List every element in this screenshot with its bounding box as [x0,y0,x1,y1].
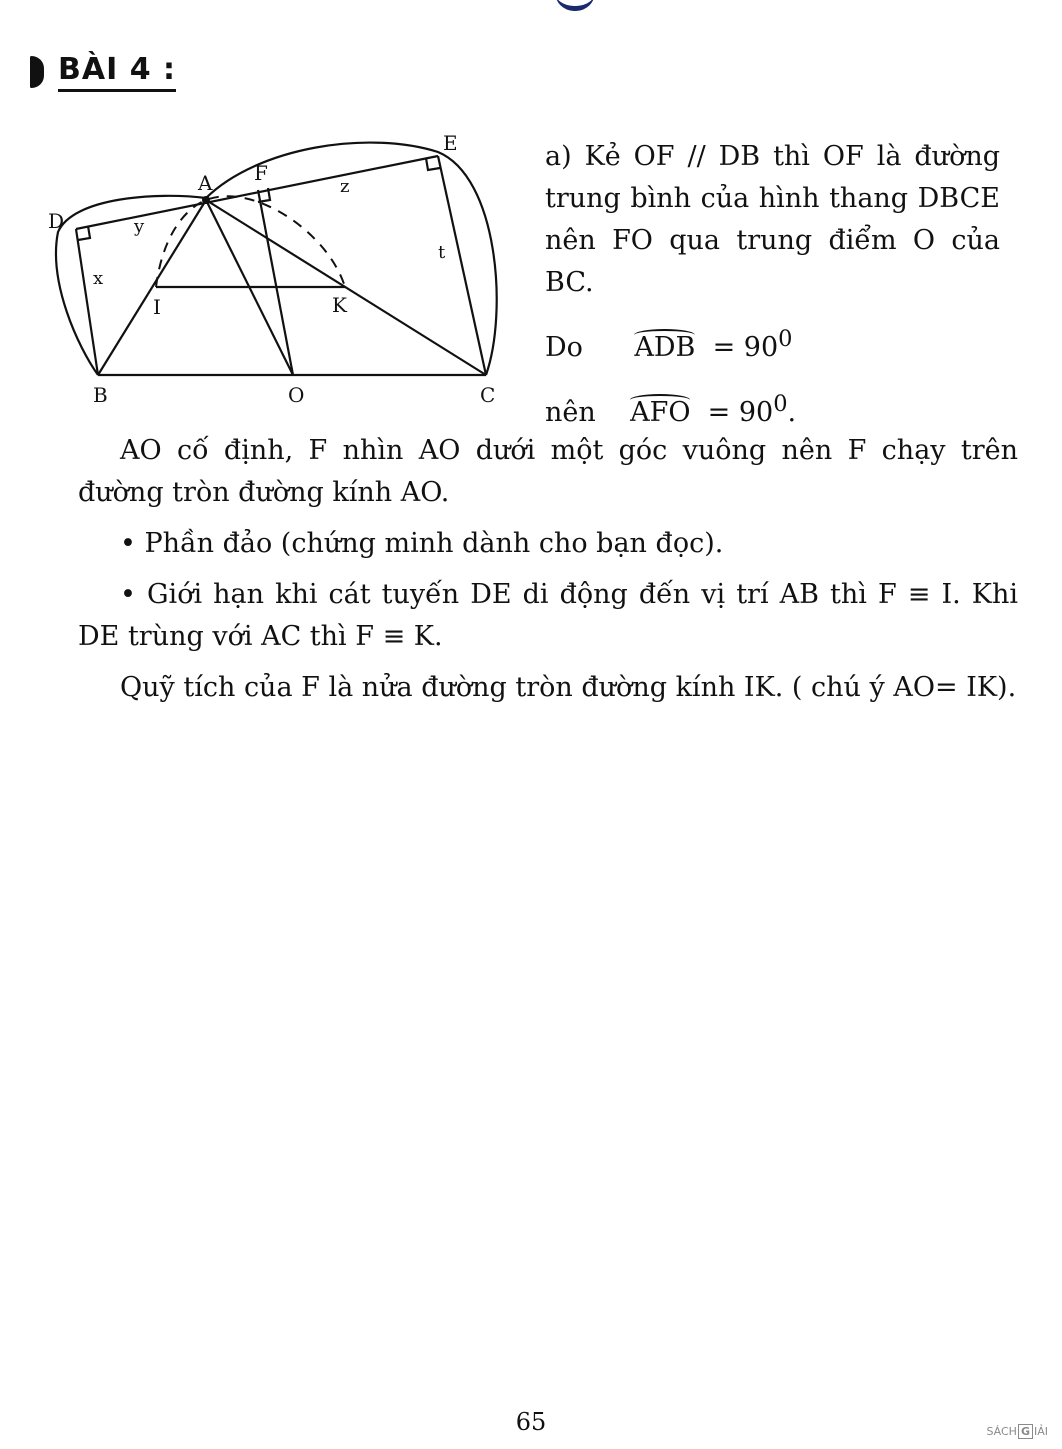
label-z: z [340,176,350,197]
figure-svg [38,122,523,417]
watermark-right: IẢI [1033,1425,1048,1438]
label-y: y [134,216,145,237]
solution-body [78,430,1018,718]
heading-title: BÀI 4 : [58,52,176,92]
equation-2-value: = 90 [707,397,774,428]
label-x: x [93,268,104,289]
label-A: A [198,171,213,195]
side-equation-1 [545,318,1000,369]
label-F: F [254,161,268,185]
equation-1-value: = 90 [712,332,779,363]
side-equation-2 [545,383,1000,434]
segment-FO [258,190,293,375]
label-B: B [93,383,108,407]
point-A [202,196,210,204]
segment-EC [438,156,486,375]
equation-1-sup: 0 [778,326,793,352]
paragraph-2: • Phần đảo (chứng minh dành cho bạn đọc). [120,528,724,559]
label-t: t [438,242,446,263]
left-circle [56,196,206,375]
exercise-heading [30,52,176,92]
angle-AFO: AFO [630,392,690,434]
watermark-left: SÁCH [986,1425,1017,1438]
paragraph-1: AO cố định, F nhìn AO dưới một góc vuông nên F chạy trên đường tròn đường kính AO. [78,435,1018,508]
label-C: C [480,383,496,407]
paragraph-4: Quỹ tích của F là nửa đường tròn đường kính IK. ( chú ý AO= IK). [120,672,1017,703]
label-I: I [153,295,161,319]
do-prefix: Do [545,332,583,363]
page-number: 65 [515,1408,547,1436]
label-K: K [332,293,347,317]
top-decoration [555,0,595,11]
label-D: D [48,209,65,233]
watermark [986,1424,1048,1439]
side-line-1: a) Kẻ OF // DB thì OF là đường trung bình của hình thang DBCE nên FO qua trung điểm O của BC. [545,141,1000,298]
nen-prefix: nên [545,397,596,428]
equation-2-end: . [787,397,797,428]
watermark-logo-icon: G [1018,1424,1033,1439]
paragraph-3: • Giới hạn khi cát tuyến DE di động đến vị trí AB thì F ≡ I. Khi DE trùng với AC thì F ≡ K. [78,579,1018,652]
label-O: O [288,383,305,407]
side-explanation [545,136,1000,434]
heading-bullet-icon [30,56,44,88]
equation-2-sup: 0 [773,391,788,417]
right-circle [206,143,497,375]
dashed-semicircle [156,196,345,287]
segment-DB [76,229,98,375]
angle-ADB: ADB [634,327,695,369]
geometry-figure [38,122,523,417]
label-E: E [443,131,458,155]
